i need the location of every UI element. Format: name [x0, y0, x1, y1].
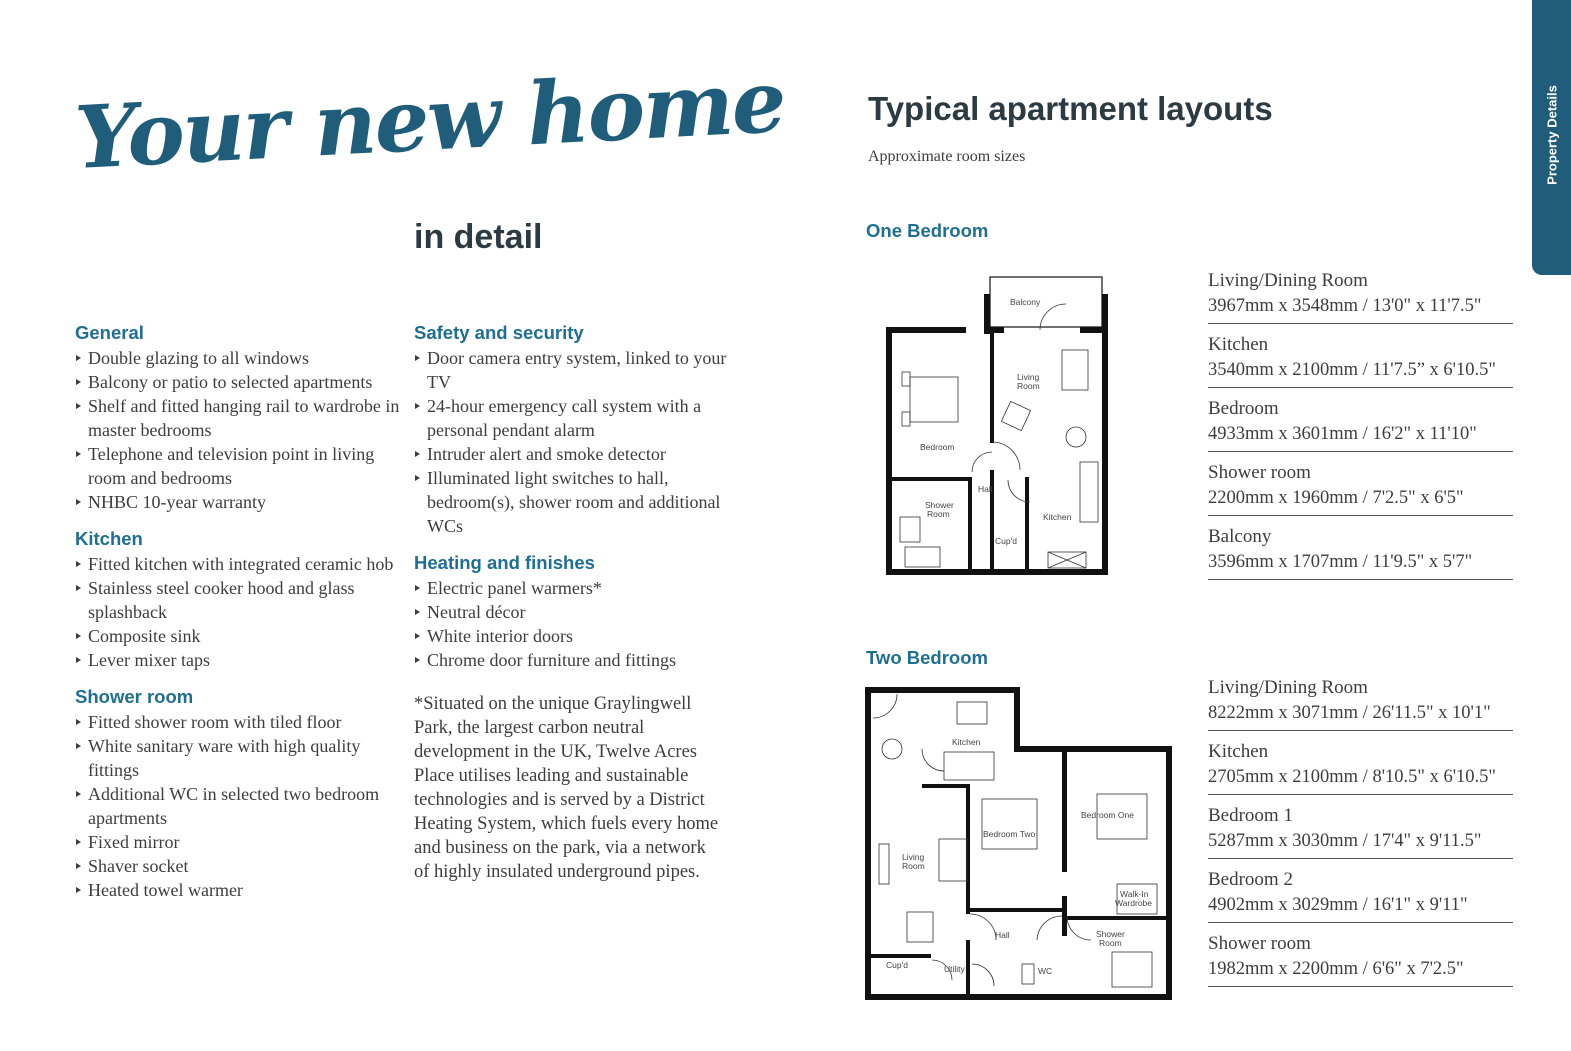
feature-item: Neutral décor: [414, 600, 734, 624]
two-bedroom-floor-plan: [862, 684, 1176, 1004]
feature-item: Door camera entry system, linked to your TV: [414, 346, 734, 394]
feature-item: Fitted kitchen with integrated ceramic hob: [75, 552, 405, 576]
feature-item: Shaver socket: [75, 854, 405, 878]
feature-item: White sanitary ware with high quality fittings: [75, 734, 405, 782]
room-size-row: [1208, 332, 1513, 388]
feature-item: 24-hour emergency call system with a personal pendant alarm: [414, 394, 734, 442]
feature-item: White interior doors: [414, 624, 734, 648]
feature-item: Double glazing to all windows: [75, 346, 405, 370]
room-size-row: [1208, 739, 1513, 795]
plan1-label-balcony: Balcony: [1010, 297, 1041, 307]
room-dimensions: 3596mm x 1707mm / 11'9.5" x 5'7": [1208, 552, 1473, 572]
plan2-label-wardrobe: Wardrobe: [1115, 898, 1153, 908]
shower-room-heading: Shower room: [75, 686, 194, 707]
plan1-label-shower-room: Room: [927, 509, 950, 519]
property-details-tab[interactable]: [1532, 0, 1571, 275]
kitchen-list: [75, 552, 405, 672]
plan1-label-hall: Hall: [978, 484, 993, 494]
feature-item: Lever mixer taps: [75, 648, 405, 672]
plan2-label-utility: Utility: [944, 964, 965, 974]
room-dimensions: 2200mm x 1960mm / 7'2.5" x 6'5": [1208, 488, 1464, 508]
plan1-label-shower: Shower: [925, 500, 954, 510]
shower-room-list: [75, 710, 405, 902]
room-size-row: [1208, 524, 1513, 580]
plan1-label-cupd: Cup'd: [995, 536, 1017, 546]
room-dimensions: 3967mm x 3548mm / 13'0" x 11'7.5": [1208, 296, 1482, 316]
feature-item: Chrome door furniture and fittings: [414, 648, 734, 672]
plan1-label-kitchen: Kitchen: [1043, 512, 1072, 522]
room-size-row: [1208, 867, 1513, 923]
room-size-row: [1208, 268, 1513, 324]
kitchen-heading: Kitchen: [75, 528, 143, 549]
feature-item: Illuminated light switches to hall, bedroom(s), shower room and additional WCs: [414, 466, 734, 538]
room-dimensions: 4902mm x 3029mm / 16'1" x 9'11": [1208, 895, 1468, 915]
plan2-label-bedroom-two: Bedroom Two: [983, 829, 1036, 839]
room-size-row: [1208, 803, 1513, 859]
plan2-label-wc: WC: [1038, 966, 1053, 976]
room-name: Kitchen: [1208, 334, 1269, 355]
room-size-row: [1208, 675, 1513, 731]
heating-list: [414, 576, 734, 672]
plan2-label-living-room: Room: [902, 861, 925, 871]
plan2-label-shower-room: Room: [1099, 938, 1122, 948]
feature-item: Composite sink: [75, 624, 405, 648]
room-name: Bedroom 1: [1208, 805, 1293, 826]
room-dimensions: 2705mm x 2100mm / 8'10.5" x 6'10.5": [1208, 767, 1496, 787]
feature-item: Balcony or patio to selected apartments: [75, 370, 405, 394]
room-name: Shower room: [1208, 933, 1311, 954]
feature-item: Additional WC in selected two bedroom apartments: [75, 782, 405, 830]
plan2-label-hall: Hall: [995, 930, 1010, 940]
one-bedroom-heading: One Bedroom: [866, 220, 989, 241]
one-bedroom-room-sizes: [1208, 268, 1513, 588]
plan2-label-shower: Shower: [1096, 929, 1125, 939]
room-size-row: [1208, 396, 1513, 452]
page-subtitle: in detail: [414, 218, 543, 256]
safety-heading: Safety and security: [414, 322, 584, 343]
plan1-label-bedroom: Bedroom: [920, 442, 955, 452]
room-name: Shower room: [1208, 462, 1311, 483]
room-dimensions: 1982mm x 2200mm / 6'6" x 7'2.5": [1208, 959, 1464, 979]
script-title: Your new home: [72, 50, 787, 189]
feature-item: NHBC 10-year warranty: [75, 490, 405, 514]
one-bedroom-floor-plan: [880, 272, 1112, 582]
room-dimensions: 5287mm x 3030mm / 17'4" x 9'11.5": [1208, 831, 1482, 851]
plan2-label-living: Living: [902, 852, 925, 862]
general-list: [75, 346, 405, 514]
plan2-label-cupd: Cup'd: [886, 960, 908, 970]
two-bedroom-heading: Two Bedroom: [866, 647, 988, 668]
feature-item: Telephone and television point in living room and bedrooms: [75, 442, 405, 490]
plan1-label-living: Living: [1017, 372, 1040, 382]
room-size-row: [1208, 460, 1513, 516]
room-name: Living/Dining Room: [1208, 677, 1368, 698]
two-bedroom-room-sizes: [1208, 675, 1513, 995]
room-name: Bedroom 2: [1208, 869, 1293, 890]
layouts-title: Typical apartment layouts: [868, 90, 1273, 127]
room-name: Balcony: [1208, 526, 1272, 547]
room-dimensions: 8222mm x 3071mm / 26'11.5" x 10'1": [1208, 703, 1491, 723]
features-left-column: [75, 322, 405, 916]
room-name: Kitchen: [1208, 741, 1269, 762]
features-middle-column: [414, 322, 734, 884]
room-dimensions: 3540mm x 2100mm / 11'7.5” x 6'10.5": [1208, 360, 1496, 380]
feature-item: Fixed mirror: [75, 830, 405, 854]
room-size-row: [1208, 931, 1513, 987]
feature-item: Heated towel warmer: [75, 878, 405, 902]
room-name: Bedroom: [1208, 398, 1279, 419]
general-heading: General: [75, 322, 144, 343]
heating-heading: Heating and finishes: [414, 552, 595, 573]
room-name: Living/Dining Room: [1208, 270, 1368, 291]
feature-item: Electric panel warmers*: [414, 576, 734, 600]
property-details-tab-label: Property Details: [1544, 85, 1559, 185]
safety-list: [414, 346, 734, 538]
feature-item: Shelf and fitted hanging rail to wardrobe in master bedrooms: [75, 394, 405, 442]
room-dimensions: 4933mm x 3601mm / 16'2" x 11'10": [1208, 424, 1477, 444]
plan2-label-kitchen: Kitchen: [952, 737, 981, 747]
feature-item: Fitted shower room with tiled floor: [75, 710, 405, 734]
plan2-label-bedroom-one: Bedroom One: [1081, 810, 1134, 820]
feature-item: Stainless steel cooker hood and glass splashback: [75, 576, 405, 624]
plan1-label-living-room: Room: [1017, 381, 1040, 391]
plan2-label-walk-in: Walk-In: [1120, 889, 1149, 899]
footnote: *Situated on the unique Graylingwell Park, the largest carbon neutral development in the UK, Twelve Acres Place utilises leading and sustainable technologies and is served by a District Heating System, which fuels every home and business on the park, via a network of highly insulated underground pipes.: [414, 694, 719, 882]
feature-item: Intruder alert and smoke detector: [414, 442, 734, 466]
layouts-subtitle: Approximate room sizes: [868, 148, 1026, 165]
